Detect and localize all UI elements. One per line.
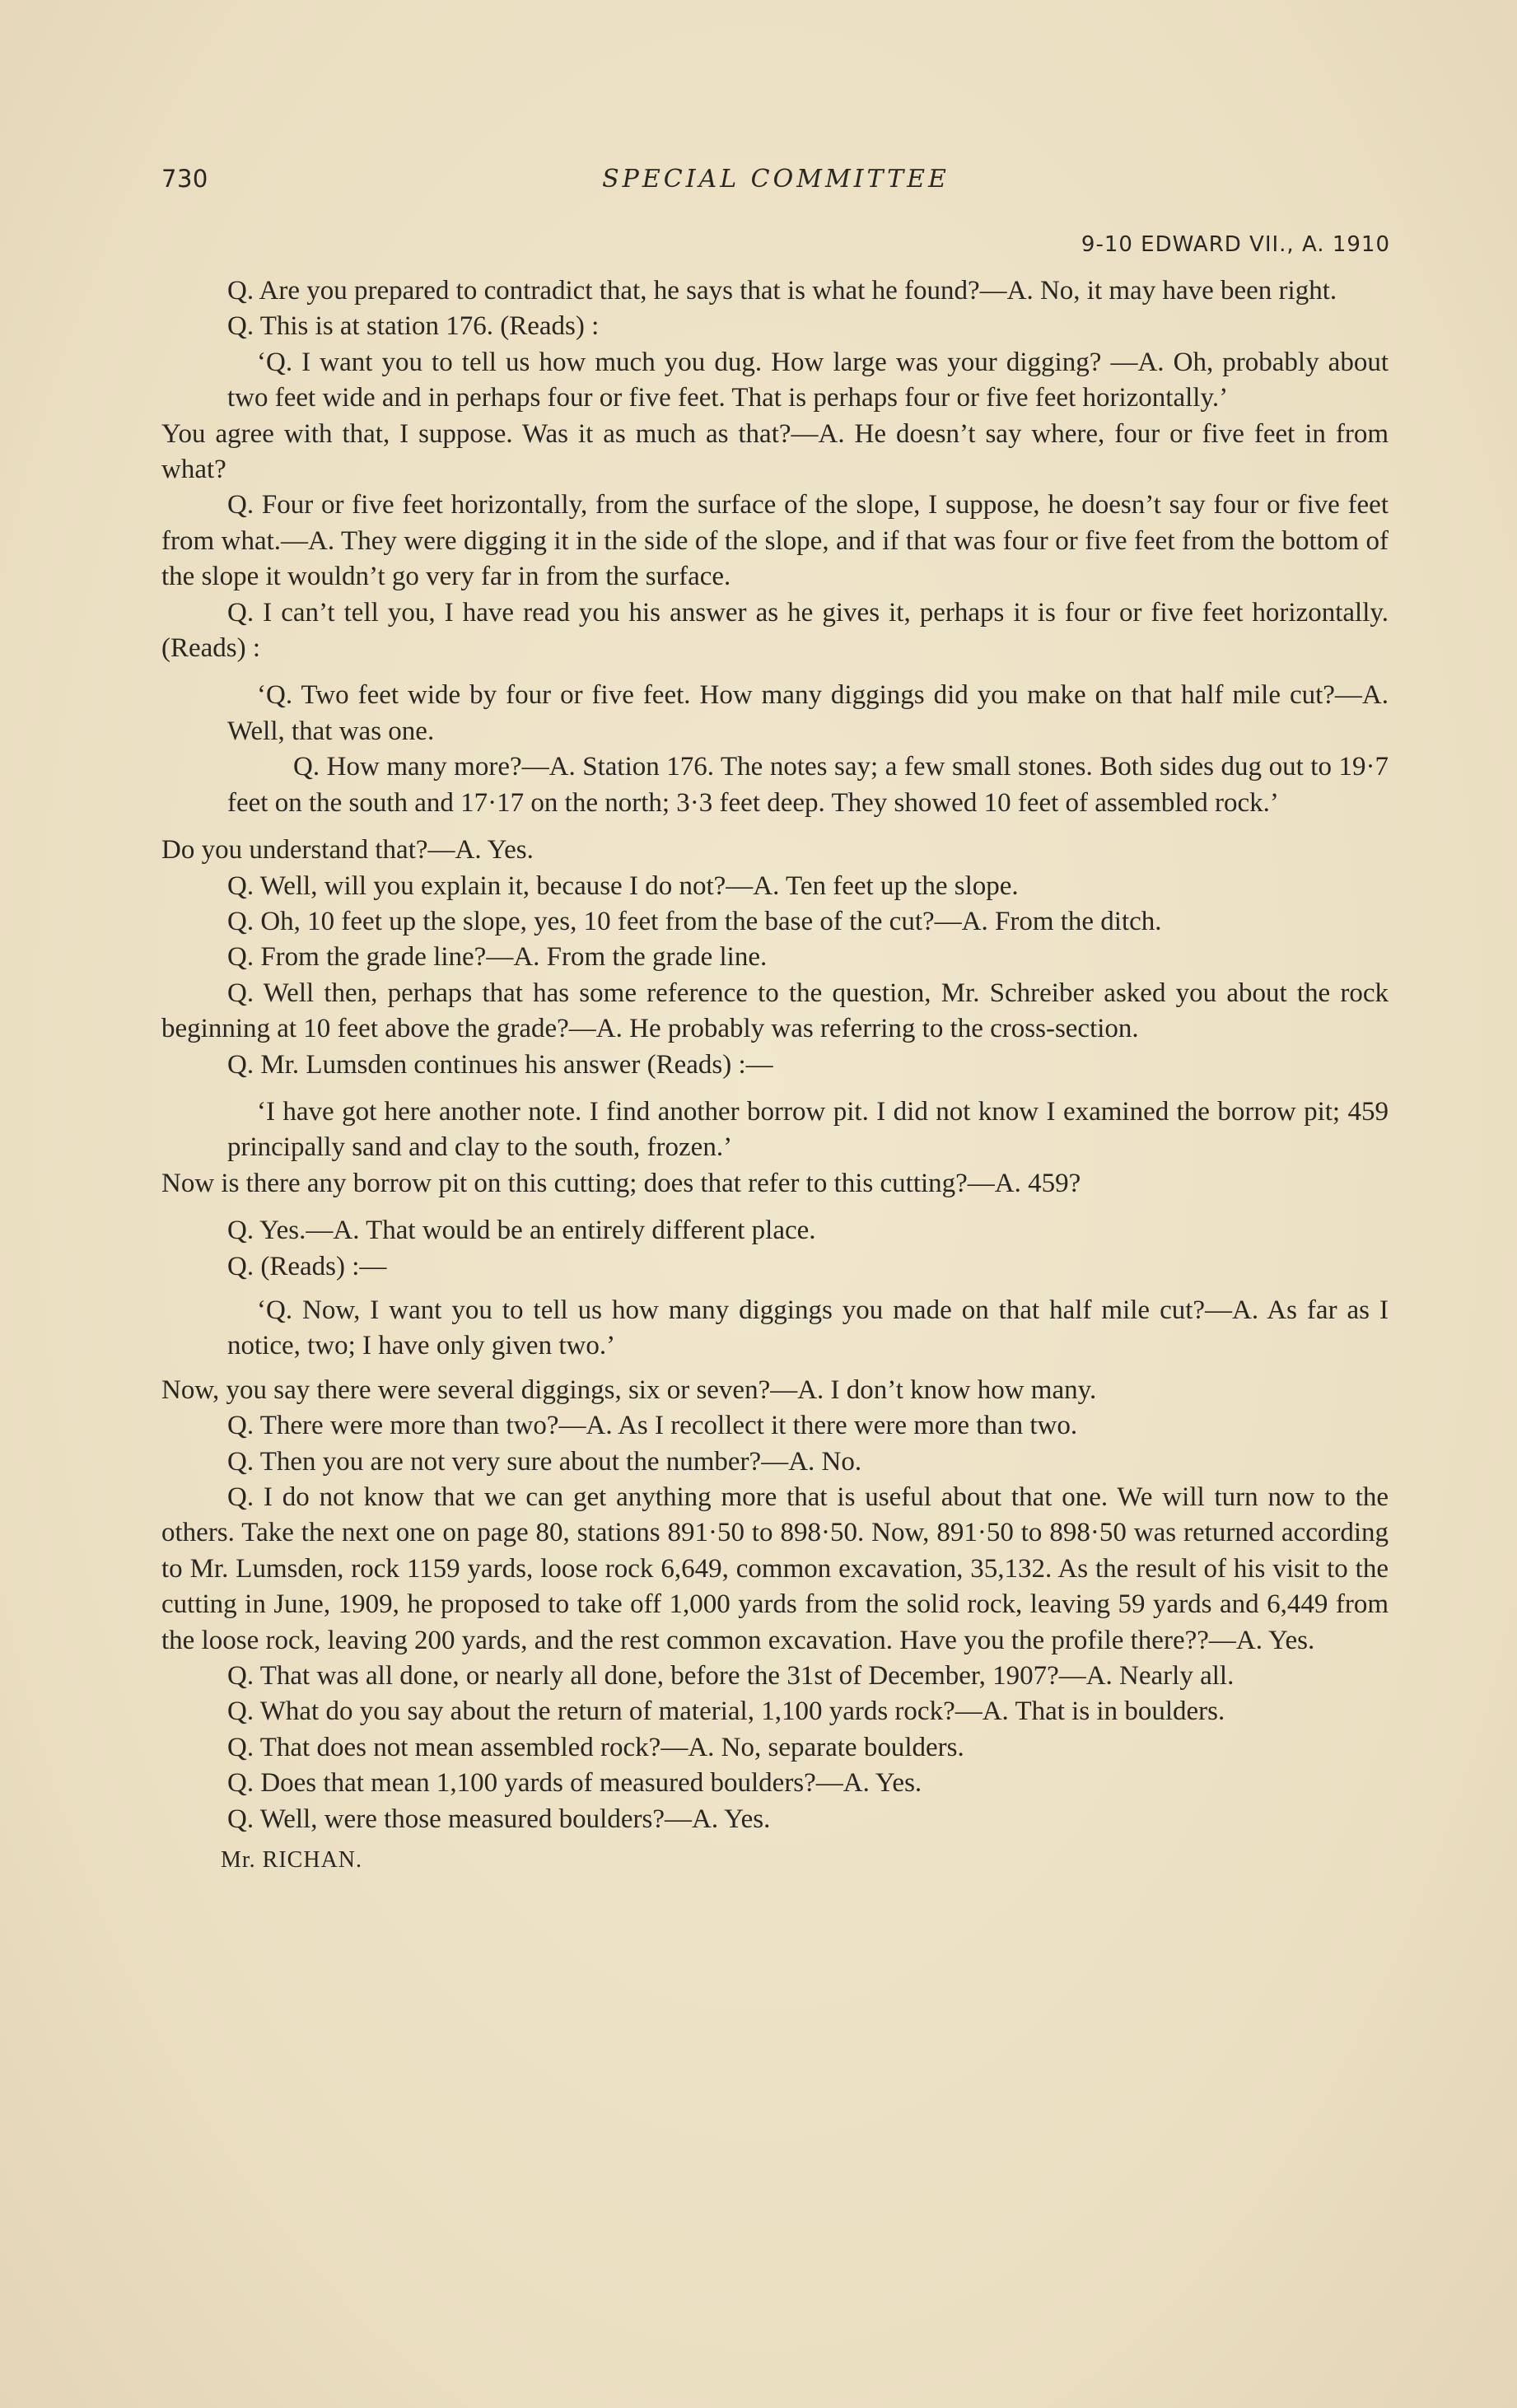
paragraph: Q. I can’t tell you, I have read you his answer as he gives it, perhaps it is four or five feet horizontally. (Reads) : xyxy=(161,597,1389,664)
paragraph: Q. Four or five feet horizontally, from the surface of the slope, I suppose, he doesn’t say four or five feet from what.—A. They were digging it in the side of the slope, and if that was four or five feet from the bottom of the slope it wouldn’t go very far in from the surface. xyxy=(161,490,1389,592)
paragraph: Q. I do not know that we can get anything more that is useful about that one. We will turn now to the others. Take the next one on page 80, stations 891·50 to 898·50. Now, 891·50 to 898·50 was returned according to Mr. Lumsden, rock 1159 yards, loose rock 6,649, common excavation, 35,132. As the result of his visit to the cutting in June, 1909, he proposed to take off 1,000 yards from the solid rock, leaving 59 yards and 6,449 from the loose rock, leaving 200 yards, and the rest common excavation. Have you the profile there??—A. Yes. xyxy=(161,1482,1389,1655)
paragraph: You agree with that, I suppose. Was it as much as that?—A. He doesn’t say where, four or five feet in from what? xyxy=(161,418,1389,485)
transcript-body xyxy=(161,273,1389,1878)
paragraph: Q. Then you are not very sure about the number?—A. No. xyxy=(227,1446,862,1477)
speaker-label: Mr. RICHAN. xyxy=(221,1847,363,1874)
paragraph: Q. What do you say about the return of material, 1,100 yards rock?—A. That is in boulders. xyxy=(227,1696,1225,1727)
paragraph: Do you understand that?—A. Yes. xyxy=(161,835,534,866)
quoted-testimony: ‘Q. Two feet wide by four or five feet. How many diggings did you make on that half mile cut?—A. Well, that was one. xyxy=(227,680,1389,746)
paragraph: Q. Mr. Lumsden continues his answer (Reads) :— xyxy=(227,1049,773,1080)
paragraph: Q. That was all done, or nearly all done, before the 31st of December, 1907?—A. Nearly all. xyxy=(227,1661,1235,1692)
paragraph: Q. From the grade line?—A. From the grade line. xyxy=(227,942,768,973)
page-header xyxy=(161,165,1390,206)
quoted-testimony: ‘I have got here another note. I find another borrow pit. I did not know I examined the borrow pit; 459 principally sand and clay to the south, frozen.’ xyxy=(227,1096,1389,1163)
running-title: SPECIAL COMMITTEE xyxy=(602,165,950,194)
paragraph: Q. Oh, 10 feet up the slope, yes, 10 feet from the base of the cut?—A. From the ditch. xyxy=(227,906,1162,936)
paragraph: Q. Does that mean 1,100 yards of measured boulders?—A. Yes. xyxy=(227,1768,922,1799)
paragraph: Q. Well then, perhaps that has some reference to the question, Mr. Schreiber asked you about the rock beginning at 10 feet above the grade?—A. He probably was referring to the cross-section. xyxy=(161,978,1389,1044)
session-label: 9-10 EDWARD VII., A. 1910 xyxy=(1081,232,1390,257)
paragraph: Q. Well, were those measured boulders?—A. Yes. xyxy=(227,1804,771,1834)
paragraph: Q. (Reads) :— xyxy=(227,1251,387,1281)
paragraph: Now, you say there were several diggings, six or seven?—A. I don’t know how many. xyxy=(161,1374,1097,1405)
quoted-testimony: ‘Q. Now, I want you to tell us how many diggings you made on that half mile cut?—A. As far as I notice, two; I have only given two.’ xyxy=(227,1295,1389,1361)
quoted-testimony: Q. How many more?—A. Station 176. The notes say; a few small stones. Both sides dug out to 19·7 feet on the south and 17·17 on the north; 3·3 feet deep. They showed 10 feet of assembled rock.’ xyxy=(227,752,1389,818)
paragraph: Q. That does not mean assembled rock?—A. No, separate boulders. xyxy=(227,1732,964,1762)
paragraph: Now is there any borrow pit on this cutting; does that refer to this cutting?—A. 459? xyxy=(161,1168,1081,1198)
page-number: 730 xyxy=(161,165,208,193)
quoted-testimony: ‘Q. I want you to tell us how much you dug. How large was your digging? —A. Oh, probably about two feet wide and in perhaps four or five feet. That is perhaps four or five feet horizontally.’ xyxy=(227,347,1389,413)
paragraph: Q. There were more than two?—A. As I recollect it there were more than two. xyxy=(227,1411,1078,1441)
paragraph: Q. This is at station 176. (Reads) : xyxy=(227,311,600,342)
paragraph: Q. Yes.—A. That would be an entirely different place. xyxy=(227,1216,816,1246)
paragraph: Q. Are you prepared to contradict that, he says that is what he found?—A. No, it may have been right. xyxy=(227,276,1337,306)
paragraph: Q. Well, will you explain it, because I do not?—A. Ten feet up the slope. xyxy=(227,870,1019,901)
